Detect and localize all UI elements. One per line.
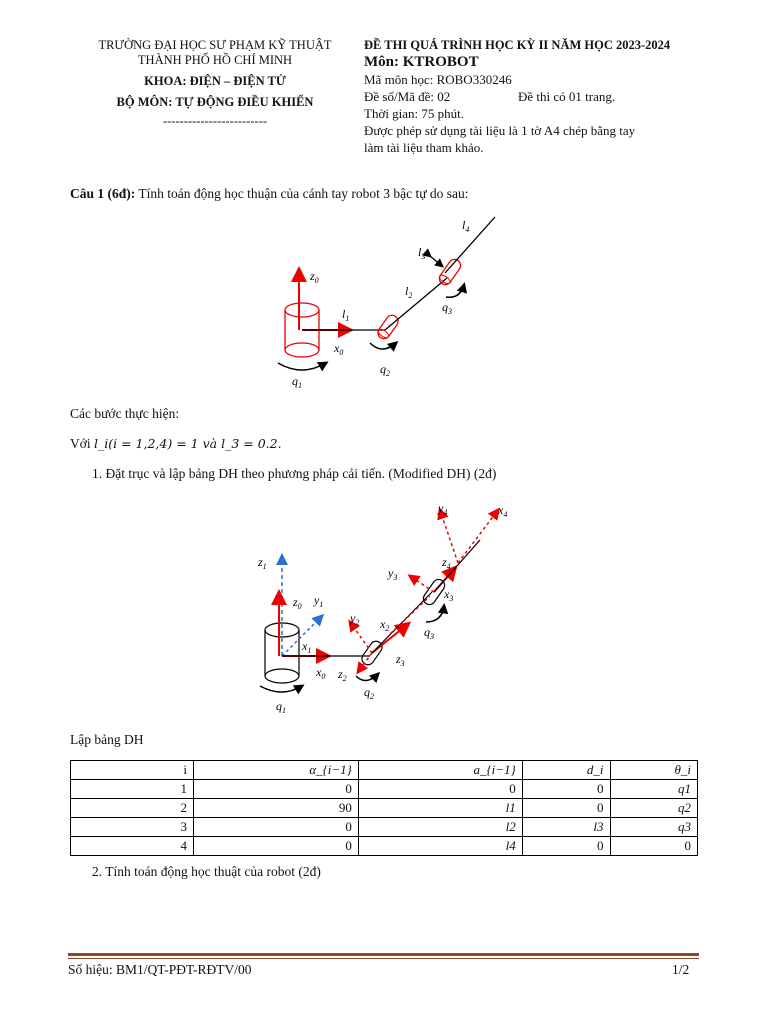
dh-col-i: i bbox=[71, 761, 194, 780]
table-cell: l1 bbox=[358, 799, 522, 818]
z0-label: $z_0$ bbox=[310, 269, 319, 285]
l3-label: $l_3$ bbox=[418, 245, 426, 261]
given-expression: l_i(i = 1,2,4) = 1 và l_3 = 0.2. bbox=[94, 436, 282, 451]
x1-label: $x_1$ bbox=[302, 639, 312, 655]
y2-axis bbox=[350, 622, 372, 653]
q3-label: $q_3$ bbox=[442, 300, 452, 316]
table-cell: 2 bbox=[71, 799, 194, 818]
dh-col-theta: θ_i bbox=[610, 761, 697, 780]
x0-label: $x_0$ bbox=[334, 341, 344, 357]
q2-label: $q_2$ bbox=[380, 362, 390, 378]
q3-rotation-arrow bbox=[446, 285, 464, 297]
table-cell: 0 bbox=[194, 818, 359, 837]
q2-rotation-arrow bbox=[370, 343, 396, 349]
q1-label: $q_1$ bbox=[292, 374, 302, 390]
given-prefix: Với bbox=[70, 436, 95, 451]
table-cell: l4 bbox=[358, 837, 522, 856]
department-name: BỘ MÔN: TỰ ĐỘNG ĐIỀU KHIỂN bbox=[116, 95, 314, 109]
footer-divider-thin bbox=[68, 958, 699, 959]
y3-label: $y_3$ bbox=[388, 566, 398, 582]
table-cell: 3 bbox=[71, 818, 194, 837]
table-cell: 0 bbox=[522, 780, 610, 799]
table-cell: 0 bbox=[522, 837, 610, 856]
question-1 bbox=[70, 186, 469, 202]
dh-table bbox=[70, 760, 698, 856]
x4-label: $x_4$ bbox=[498, 503, 508, 519]
school-name-line2: THÀNH PHỐ HỒ CHÍ MINH bbox=[137, 53, 293, 67]
materials-line2: làm tài liệu tham khảo. bbox=[364, 140, 484, 155]
dh-table-title: Lập bảng DH bbox=[70, 732, 144, 747]
table-row bbox=[71, 799, 698, 818]
dh-table-header bbox=[71, 761, 698, 780]
table-row bbox=[71, 837, 698, 856]
x2-label: $x_2$ bbox=[380, 617, 390, 633]
y4-label: $y_4$ bbox=[438, 501, 448, 517]
l2-label: $l_2$ bbox=[405, 284, 413, 300]
course-code: Mã môn học: ROBO330246 bbox=[364, 72, 512, 87]
school-header bbox=[60, 38, 370, 129]
q3-rotation-arrow-2 bbox=[426, 606, 444, 622]
table-cell: 0 bbox=[194, 780, 359, 799]
x0-label-2: $x_0$ bbox=[316, 665, 326, 681]
table-cell: 1 bbox=[71, 780, 194, 799]
frame-assignment-figure bbox=[250, 498, 530, 718]
footer-divider bbox=[68, 953, 699, 956]
x4-axis bbox=[458, 510, 498, 563]
table-cell: 0 bbox=[522, 799, 610, 818]
link-4-frame bbox=[434, 540, 480, 592]
robot-arm-figure bbox=[250, 215, 530, 395]
school-name-line1: TRƯỜNG ĐẠI HỌC SƯ PHẠM KỸ THUẬT bbox=[98, 38, 332, 52]
q1-rotation-arrow-2 bbox=[260, 686, 302, 692]
table-cell: 0 bbox=[358, 780, 522, 799]
dh-col-alpha: α_{i−1} bbox=[194, 761, 359, 780]
joint-3 bbox=[437, 257, 463, 287]
table-cell: q1 bbox=[610, 780, 697, 799]
table-cell: 90 bbox=[194, 799, 359, 818]
table-row bbox=[71, 780, 698, 799]
page-number: 1/2 bbox=[672, 962, 690, 977]
z2-label: $z_2$ bbox=[338, 667, 347, 683]
y2-label: $y_2$ bbox=[350, 611, 360, 627]
document-code: Số hiệu: BM1/QT-PĐT-RĐTV/00 bbox=[68, 962, 252, 977]
question-1-text: Tính toán động học thuận của cánh tay robot 3 bậc tự do sau: bbox=[138, 186, 469, 201]
faculty-name: KHOA: ĐIỆN – ĐIỆN TỬ bbox=[144, 74, 286, 88]
z4-label: $z_4$ bbox=[442, 555, 451, 571]
materials-line1: Được phép sử dụng tài liệu là 1 tờ A4 chép bằng tay bbox=[364, 123, 636, 138]
l4-label: $l_4$ bbox=[462, 218, 470, 234]
exam-code: Đề số/Mã đề: 02 bbox=[364, 89, 451, 104]
z3-label: $z_3$ bbox=[396, 652, 405, 668]
table-cell: l3 bbox=[522, 818, 610, 837]
dh-col-a: a_{i−1} bbox=[358, 761, 522, 780]
l3-dimension bbox=[430, 256, 442, 266]
table-cell: q3 bbox=[610, 818, 697, 837]
q3-label-2: $q_3$ bbox=[424, 625, 434, 641]
y3-axis bbox=[410, 576, 434, 592]
exam-duration: Thời gian: 75 phút. bbox=[364, 106, 465, 121]
question-1-label: Câu 1 (6đ): bbox=[70, 186, 136, 201]
x3-label: $x_3$ bbox=[444, 587, 454, 603]
step-1: 1. Đặt trục và lập bảng DH theo phương pháp cải tiến. (Modified DH) (2đ) bbox=[92, 466, 497, 481]
link-4 bbox=[445, 217, 495, 273]
q1-rotation-arrow bbox=[278, 363, 326, 370]
exam-title: ĐỀ THI QUÁ TRÌNH HỌC KỲ II NĂM HỌC 2023-2024 bbox=[364, 38, 671, 52]
table-cell: q2 bbox=[610, 799, 697, 818]
dh-col-d: d_i bbox=[522, 761, 610, 780]
table-row bbox=[71, 818, 698, 837]
page-count: Đề thi có 01 trang. bbox=[518, 89, 616, 104]
l1-label: $l_1$ bbox=[342, 307, 350, 323]
y1-label: $y_1$ bbox=[314, 593, 324, 609]
table-cell: 0 bbox=[194, 837, 359, 856]
steps-title: Các bước thực hiện: bbox=[70, 406, 180, 421]
link-2 bbox=[385, 278, 447, 330]
q1-label-2: $q_1$ bbox=[276, 699, 286, 715]
subject-name: Môn: KTROBOT bbox=[364, 54, 479, 70]
step-2: 2. Tính toán động học thuật của robot (2đ) bbox=[92, 864, 321, 879]
z0-label-2: $z_0$ bbox=[293, 595, 302, 611]
table-cell: 0 bbox=[610, 837, 697, 856]
q2-label-2: $q_2$ bbox=[364, 685, 374, 701]
header-divider: ------------------------- bbox=[162, 114, 268, 128]
x2-axis bbox=[372, 624, 408, 653]
z1-label: $z_1$ bbox=[258, 555, 267, 571]
given-values bbox=[70, 436, 282, 452]
table-cell: l2 bbox=[358, 818, 522, 837]
exam-info bbox=[364, 37, 704, 156]
q2-rotation-arrow-2 bbox=[356, 674, 378, 681]
table-cell: 4 bbox=[71, 837, 194, 856]
